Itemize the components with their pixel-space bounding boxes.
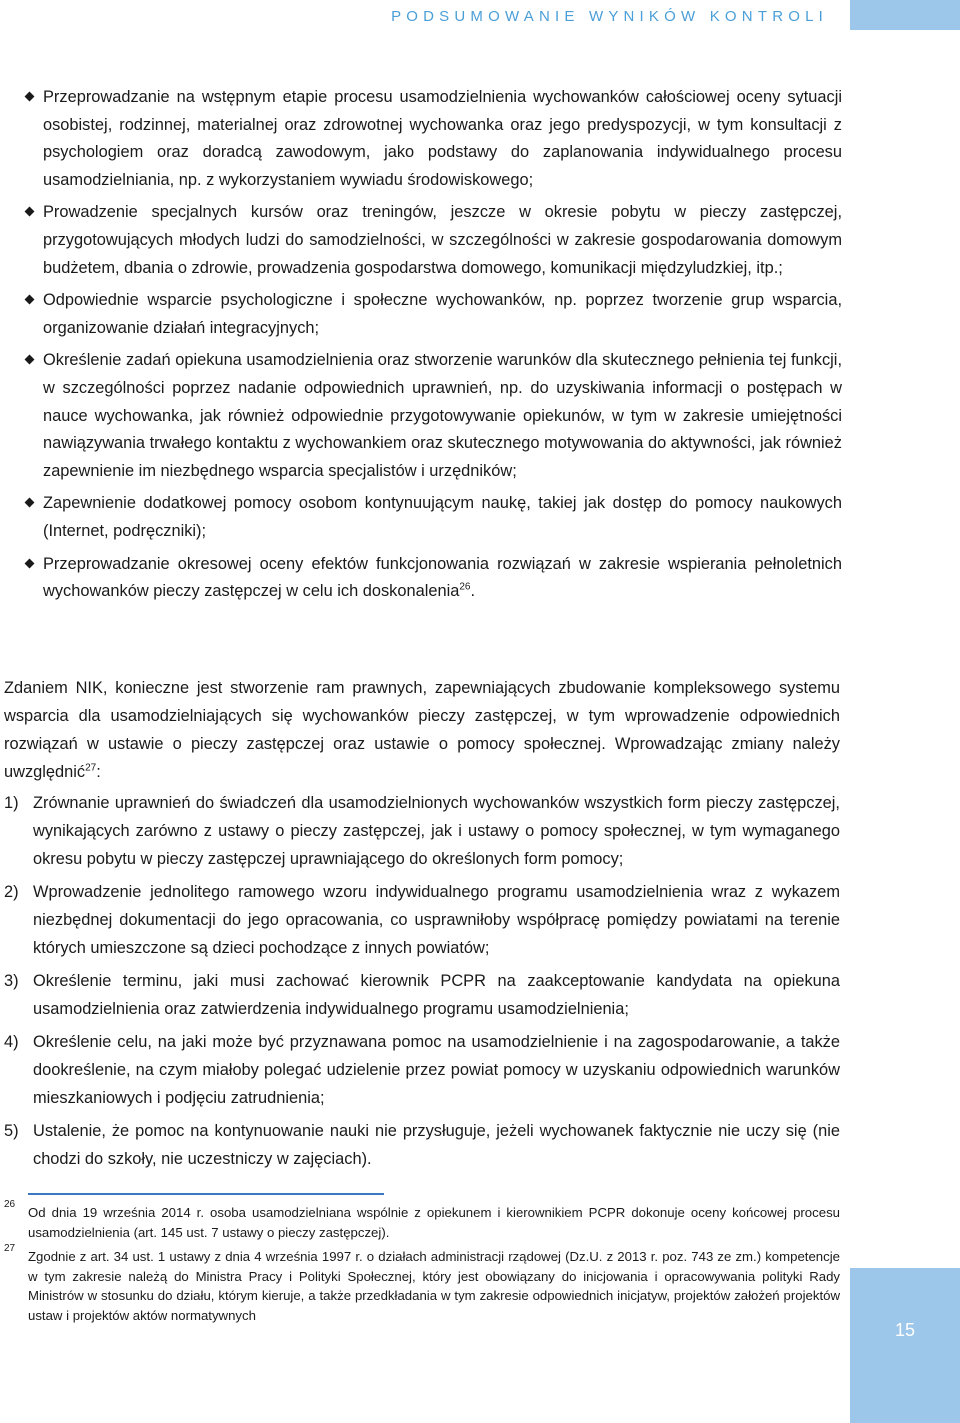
numbered-item-text: Określenie celu, na jaki może być przyznawana pomoc na usamodzielnienie i na zagospodarowanie, a także dookreślenie, na czym miałoby polegać udzielenie przez powiat pomocy w uzyskaniu odpowiednich warunków mieszkaniowych i podjęciu zatrudnienia; [33,1033,840,1107]
list-item-text [43,551,842,606]
footnote [4,1199,840,1242]
diamond-bullet-icon [25,355,35,365]
list-item-text-body: Przeprowadzanie okresowej oceny efektów funkcjonowania rozwiązań w zakresie wspierania pełnoletnich wychowanków pieczy zastępczej w celu ich doskonalenia [43,554,842,601]
numbered-item-text: Zrównanie uprawnień do świadczeń dla usamodzielnionych wychowanków wszystkich form pieczy zastępczej, wynikających zarówno z ustawy o pieczy zastępczej, jak i ustawy o pomocy społecznej, w tym wymaganego okresu pobytu w pieczy zastępczej uprawniającego do określonych form pomocy; [33,794,840,868]
item-number: 3) [4,972,19,990]
diamond-bullet-icon [25,498,35,508]
diamond-bullet-icon [25,558,35,568]
diamond-bullet-icon [25,207,35,217]
nik-conclusion-paragraph [4,674,840,786]
list-item-text-end: . [470,582,476,601]
footnote-text: Od dnia 19 września 2014 r. osoba usamodzielniana wspólnie z opiekunem i kierownikiem PCPR dokonuje oceny końcowej procesu usamodzielnienia (art. 145 ust. 7 ustawy o pieczy zastępczej). [28,1205,840,1240]
numbered-item-text: Określenie terminu, jaki musi zachować kierownik PCPR na zaakceptowanie kandydata na opiekuna usamodzielnienia oraz zatwierdzenia indywidualnego programu usamodzielnienia; [33,972,840,1018]
footnote-number: 26 [4,1199,16,1210]
numbered-item [4,1117,840,1173]
footnote-reference-26[interactable]: 26 [459,581,471,593]
numbered-item [4,967,840,1023]
numbered-item [4,878,840,962]
header-color-block [850,0,960,30]
proposed-changes-list [4,789,840,1178]
footnote-text: Zgodnie z art. 34 ust. 1 ustawy z dnia 4 września 1997 r. o działach administracji rządowej (Dz.U. z 2013 r. poz. 743 ze zm.) kompetencje w tym zakresie należą do Ministra Pracy i Polityki Społecznej, który jest obowiązany do inicjowania i opracowywania polityki Rady Ministrów w stosunku do działu, którym kieruje, a także przedkładania w tym zakresie odpowiednich inicjatyw, projektów założeń projektów ustaw i projektów aktów normatywnych [28,1249,840,1323]
footnote-reference-27[interactable]: 27 [85,762,97,774]
item-number: 5) [4,1122,19,1140]
item-number: 2) [4,883,19,901]
list-item [22,199,842,282]
page-number: 15 [894,1320,916,1340]
footnote-number: 27 [4,1243,16,1255]
numbered-item [4,1028,840,1112]
list-item-text: Odpowiednie wsparcie psychologiczne i społeczne wychowanków, np. poprzez tworzenie grup wsparcia, organizowanie działań integracyjnych; [43,291,842,337]
diamond-bullet-icon [25,92,35,102]
running-header: PODSUMOWANIE WYNIKÓW KONTROLI [391,8,828,25]
list-item-text: Prowadzenie specjalnych kursów oraz treningów, jeszcze w okresie pobytu w pieczy zastępczej, przygotowujących młodych ludzi do samodzielności, w szczególności w zakresie gospodarowania domowym budżetem, dbania o zdrowie, prowadzenia gospodarstwa domowego, komunikacji międzyludzkiej, itp.; [43,203,842,277]
list-item [22,287,842,342]
page-number-box [850,1268,960,1423]
item-number: 1) [4,794,19,812]
list-item [22,347,842,485]
footnote [4,1243,840,1325]
list-item-text: Zapewnienie dodatkowej pomocy osobom kontynuującym naukę, takiej jak dostęp do pomocy naukowych (Internet, podręczniki); [43,494,842,540]
numbered-item-text: Ustalenie, że pomoc na kontynuowanie nauki nie przysługuje, jeżeli wychowanek faktycznie nie uczy się (nie chodzi do szkoły, nie uczestniczy w zajęciach). [33,1122,840,1168]
footnote-separator [28,1193,384,1195]
paragraph-end: : [96,763,101,781]
recommendations-list [22,84,842,611]
diamond-bullet-icon [25,295,35,305]
item-number: 4) [4,1033,19,1051]
paragraph-text: Zdaniem NIK, konieczne jest stworzenie ram prawnych, zapewniających zbudowanie kompleksowego systemu wsparcia dla usamodzielniających się wychowanków pieczy zastępczej, w tym wprowadzenie odpowiednich rozwiązań w ustawie o pieczy zastępczej oraz ustawie o pomocy społecznej. Wprowadzając zmiany należy uwzględnić [4,679,840,781]
footnotes [4,1199,840,1331]
numbered-item [4,789,840,873]
list-item [22,551,842,606]
list-item [22,490,842,545]
list-item [22,84,842,194]
numbered-item-text: Wprowadzenie jednolitego ramowego wzoru indywidualnego programu usamodzielnienia wraz z wykazem niezbędnej dokumentacji do jego opracowania, co usprawniłoby współpracę pomiędzy powiatami na terenie których umieszczone są dzieci pochodzące z innych powiatów; [33,883,840,957]
list-item-text: Określenie zadań opiekuna usamodzielnienia oraz stworzenie warunków dla skutecznego pełnienia tej funkcji, w szczególności poprzez nadanie odpowiednich uprawnień, np. do uzyskiwania informacji o postępach w nauce wychowanka, jak również odpowiednie przygotowywanie opiekunów, w tym w zakresie umiejętności nawiązywania trwałego kontaktu z wychowankiem oraz skutecznego motywowania do aktywności, jak również zapewnienie im niezbędnego wsparcia specjalistów i urzędników; [43,351,842,480]
list-item-text: Przeprowadzanie na wstępnym etapie procesu usamodzielnienia wychowanków całościowej oceny sytuacji osobistej, rodzinnej, materialnej oraz zdrowotnej wychowanka oraz jego predyspozycji, w tym konsultacji z psychologiem oraz doradcą zawodowym, jako podstawy do zaplanowania indywidualnego procesu usamodzielniania, np. z wykorzystaniem wywiadu środowiskowego; [43,88,842,189]
